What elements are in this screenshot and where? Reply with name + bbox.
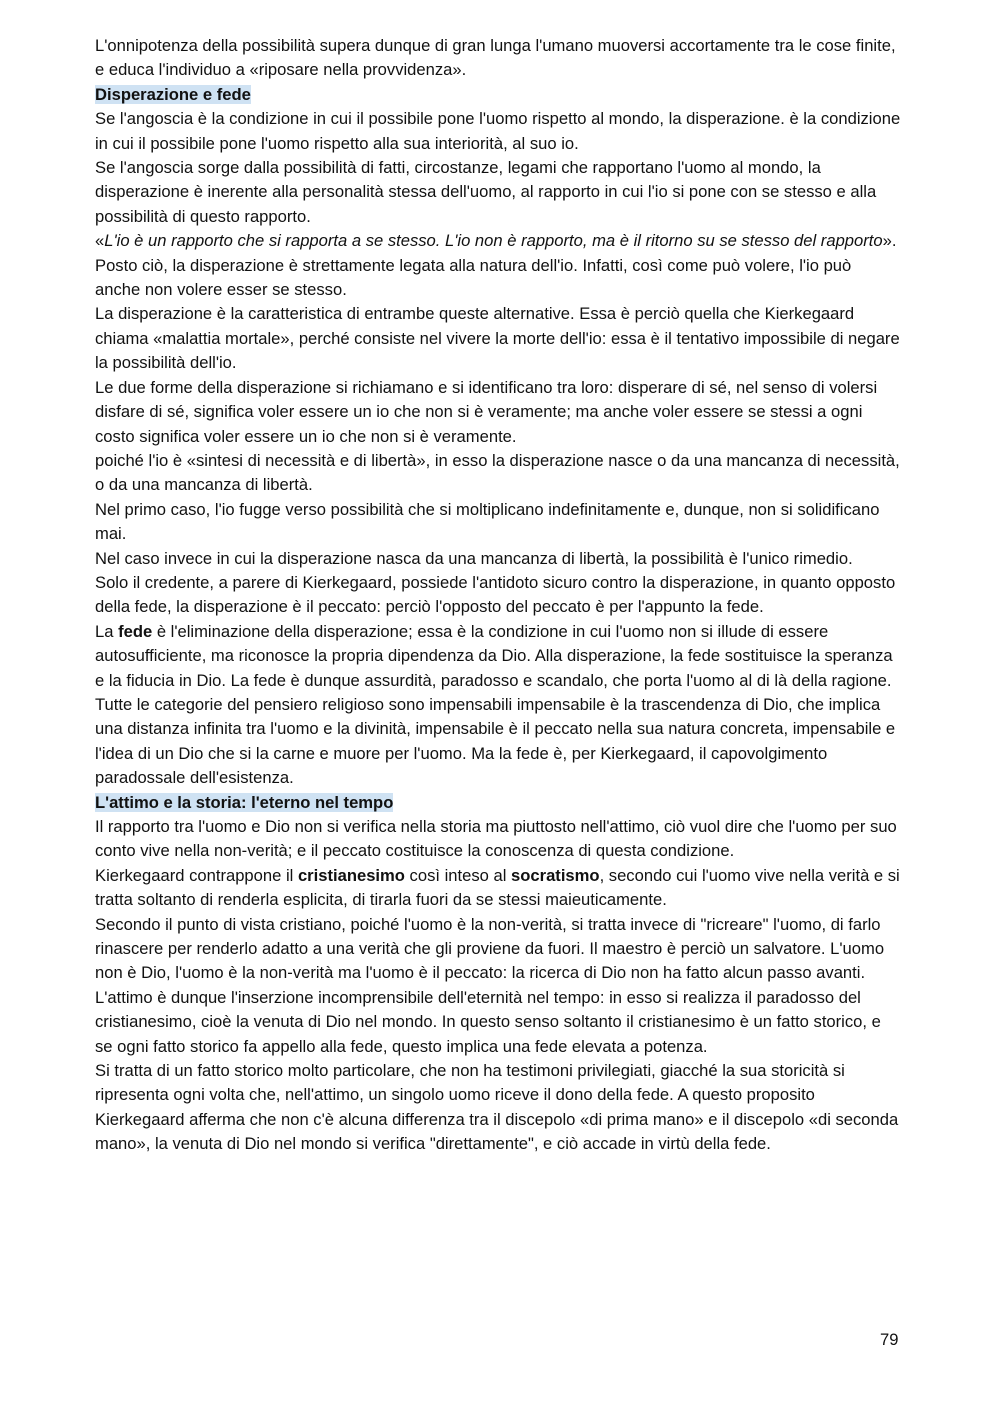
paragraph: Si tratta di un fatto storico molto particolare, che non ha testimoni privilegiati, giacché la sua storicità si ripresenta ogni volta che, nell'attimo, un singolo uomo riceve il dono della fede. A questo proposito Kierkegaard afferma che non c'è alcuna differenza tra il discepolo «di prima mano» e il discepolo «di seconda mano», la venuta di Dio nel mondo si verifica "direttamente", e ciò accade in virtù della fede. [95, 1061, 899, 1154]
quote-open: « [95, 231, 105, 251]
text-run: Kierkegaard contrappone il [95, 865, 298, 885]
section-heading-attimo [95, 791, 901, 815]
paragraph: Le due forme della disperazione si richiamano e si identificano tra loro: disperare di sé, nel senso di volersi disfare di sé, significa voler essere un io che non si è veramente; ma anche voler essere se stessi a ogni costo significa voler essere un io che non si è veramente. [95, 377, 878, 446]
quote-paragraph [95, 229, 901, 302]
bold-term-socratismo: socratismo [511, 865, 600, 885]
paragraph: Solo il credente, a parere di Kierkegaard, possiede l'antidoto sicuro contro la disperazione, in quanto opposto della fede, la disperazione è il peccato: perciò l'opposto del peccato è per l'appunto la fede. [95, 572, 896, 617]
paragraph: L'attimo è dunque l'inserzione incomprensibile dell'eternità nel tempo: in esso si realizza il paradosso del cristianesimo, cioè la venuta di Dio nel mondo. In questo senso soltanto il cristianesimo è un fatto storico, e se ogni fatto storico fa appello alla fede, questo implica una fede elevata a potenza. [95, 987, 881, 1056]
paragraph: poiché l'io è «sintesi di necessità e di libertà», in esso la disperazione nasce o da una mancanza di necessità, o da una mancanza di libertà. [95, 450, 900, 495]
section-heading-highlight: L'attimo e la storia: l'eterno nel tempo [95, 792, 394, 812]
quote-continuation: ». Posto ciò, la disperazione è strettamente legata alla natura dell'io. Infatti, così come può volere, l'io può anche non volere esser se stesso. [95, 231, 897, 300]
paragraph: Nel caso invece in cui la disperazione nasca da una mancanza di libertà, la possibilità è l'unico rimedio. [95, 548, 853, 568]
paragraph: La disperazione è la caratteristica di entrambe queste alternative. Essa è perciò quella che Kierkegaard chiama «malattia mortale», perché consiste nel vivere la morte dell'io: essa è il tentativo impossibile di negare la possibilità dell'io. [95, 304, 900, 373]
section-heading-disperazione [95, 83, 901, 107]
page-body [95, 34, 901, 1157]
paragraph: Secondo il punto di vista cristiano, poiché l'uomo è la non-verità, si tratta invece di "ricreare" l'uomo, di farlo rinascere per renderlo adatto a una verità che gli proviene da fuori. Il maestro è perciò un salvatore. L'uomo non è Dio, l'uomo è la non-verità ma l'uomo è il peccato: la ricerca di Dio non ha fatto alcun passo avanti. [95, 914, 885, 983]
paragraph-fede [95, 620, 901, 791]
paragraph: Se l'angoscia sorge dalla possibilità di fatti, circostanze, legami che rapportano l'uomo al mondo, la disperazione è inerente alla personalità stessa dell'uomo, al rapporto in cui l'io si pone con se stesso e alla possibilità di questo rapporto. [95, 158, 877, 226]
intro-paragraph: L'onnipotenza della possibilità supera dunque di gran lunga l'umano muoversi accortamente tra le cose finite, e educa l'individuo a «riposare nella provvidenza». [95, 36, 896, 80]
page-number: 79 [880, 1330, 899, 1349]
section-heading-highlight: Disperazione e fede [95, 84, 251, 104]
paragraph: Se l'angoscia è la condizione in cui il possibile pone l'uomo rispetto al mondo, la disperazione. è la condizione in cui il possibile pone l'uomo rispetto alla sua interiorità, al suo io. [95, 109, 901, 153]
text-run: La [95, 621, 119, 641]
paragraph: Il rapporto tra l'uomo e Dio non si verifica nella storia ma piuttosto nell'attimo, ciò vuol dire che l'uomo per suo conto vive nella non-verità; e il peccato costituisce la conoscenza di questa condizione. [95, 817, 897, 861]
paragraph: Nel primo caso, l'io fugge verso possibilità che si moltiplicano indefinitamente e, dunque, non si solidificano mai. [95, 499, 880, 544]
paragraph-cristianesimo [95, 864, 901, 913]
text-run: così inteso al [404, 865, 512, 885]
text-run: , secondo cui l'uomo vive nella verità e si tratta soltanto di renderla esplicita, di tirarla fuori da se stessi maieuticamente. [95, 865, 900, 910]
text-run: è l'eliminazione della disperazione; essa è la condizione in cui l'uomo non si illude di essere autosufficiente, ma riconosce la propria dipendenza da Dio. Alla disperazione, la fede sostituisce la speranza e la fiducia in Dio. La fede è dunque assurdità, paradosso e scandalo, che porta l'uomo al di là della ragione. Tutte le categorie del pensiero religioso sono impensabili impensabile è la trascendenza di Dio, che implica una distanza infinita tra l'uomo e la divinità, impensabile è il peccato nella sua natura concreta, impensabile e l'idea di un Dio che si la carne e muore per l'uomo. Ma la fede è, per Kierkegaard, il capovolgimento paradossale dell'esistenza. [95, 621, 896, 788]
quote-text: L'io è un rapporto che si rapporta a se stesso. L'io non è rapporto, ma è il ritorno su se stesso del rapporto [104, 231, 883, 251]
bold-term-cristianesimo: cristianesimo [297, 865, 405, 885]
bold-term-fede: fede [118, 621, 153, 641]
